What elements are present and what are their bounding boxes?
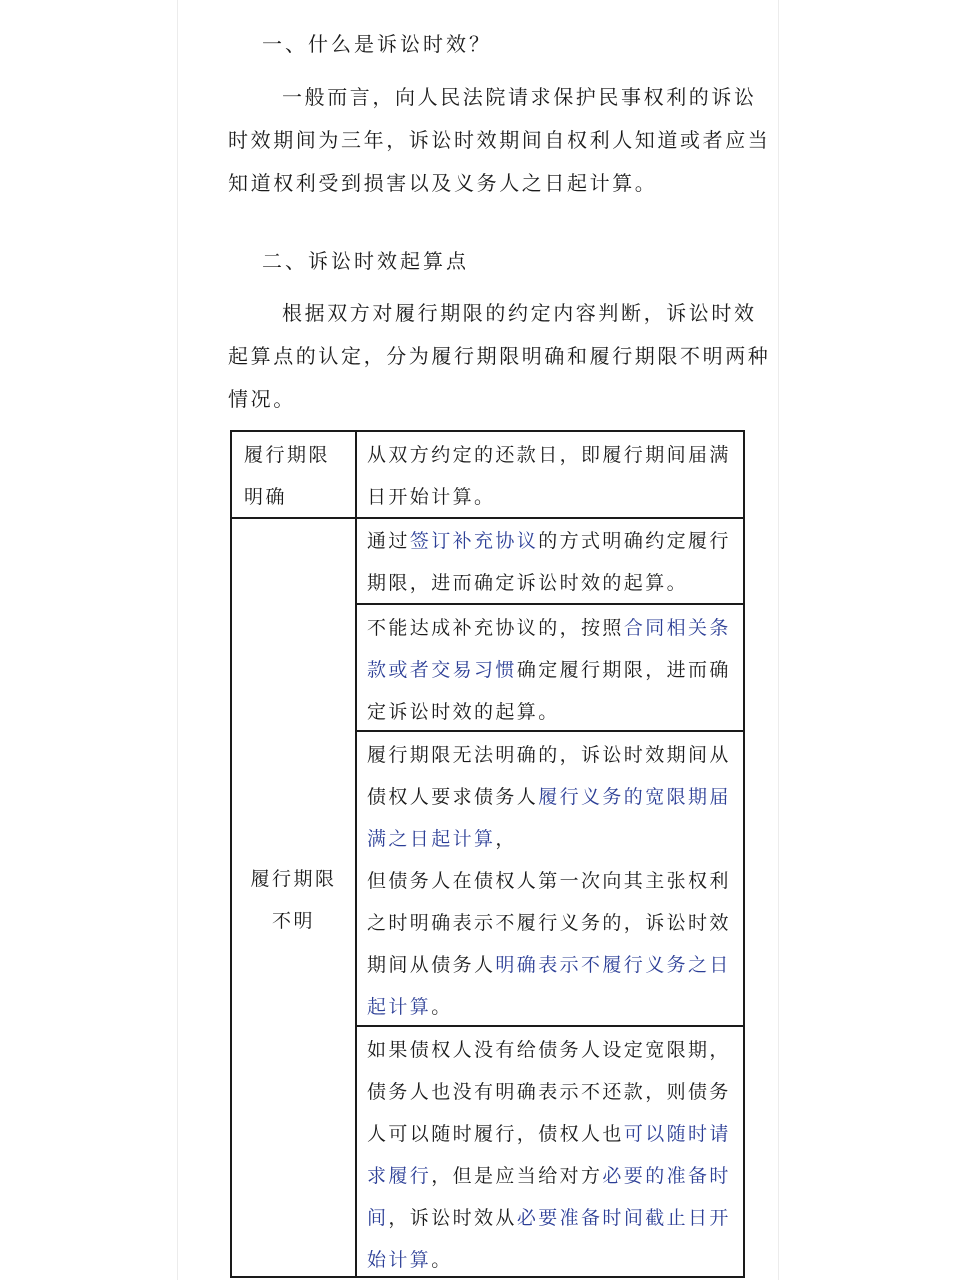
cell-text: 。: [431, 996, 453, 1018]
row2-cell3: [367, 734, 731, 1028]
cell-text: 如果债权人没有给债务人设定宽限期，: [367, 1039, 731, 1061]
section1-line: 知道权利受到损害以及义务人之日起计算。: [228, 171, 658, 195]
cell-text: ，但是应当给对方: [431, 1165, 603, 1187]
highlighted-text: 可以随时请: [623, 1123, 731, 1145]
cell-text: 期限，进而确定诉讼时效的起算。: [367, 572, 689, 594]
cell-text: 确定履行期限，进而确: [516, 659, 731, 681]
section1-line: 一般而言，向人民法院请求保护民事权利的诉讼: [282, 85, 757, 109]
highlighted-text: 明确表示不履行义务之日: [495, 954, 731, 976]
highlighted-text: 履行义务的宽限期届: [538, 786, 731, 808]
highlighted-text: 满之日起计算: [367, 828, 496, 850]
cell-text: 定诉讼时效的起算。: [367, 701, 560, 723]
highlighted-text: 间: [367, 1207, 389, 1229]
cell-text: 不能达成补充协议的，按照: [367, 617, 624, 639]
cell-text: ，诉讼时效从: [388, 1207, 517, 1229]
row2-label-line: 不明: [271, 910, 315, 932]
cell-text: 但债务人在债权人第一次向其主张权利: [367, 870, 731, 892]
row1-content-line: 日开始计算。: [367, 486, 496, 508]
row1-content-line: 从双方约定的还款日，即履行期间届满: [367, 444, 731, 466]
section2-heading: 二、诉讼时效起算点: [262, 249, 469, 273]
cell-text: 债务人也没有明确表示不还款，则债务: [367, 1081, 731, 1103]
row2-label: [232, 858, 355, 942]
statute-start-table: [230, 430, 745, 1278]
highlighted-text: 合同相关条: [623, 617, 731, 639]
section2-line: 根据双方对履行期限的约定内容判断，诉讼时效: [282, 301, 757, 325]
section2-line: 情况。: [228, 387, 296, 411]
cell-text: 的方式明确约定履行: [538, 530, 731, 552]
cell-text: 期间从债务人: [367, 954, 496, 976]
cell-text: 履行期限无法明确的，诉讼时效期间从: [367, 744, 731, 766]
cell-text: 通过: [367, 530, 410, 552]
cell-text: 。: [431, 1249, 453, 1271]
section1-heading: 一、什么是诉讼时效？: [262, 32, 492, 56]
cell-text: 人可以随时履行，债权人也: [367, 1123, 624, 1145]
row2-label-line: 履行期限: [250, 868, 337, 890]
highlighted-text: 款或者交易习惯: [367, 659, 517, 681]
row1-label-line: 履行期限: [244, 444, 331, 466]
row1-content: [367, 434, 731, 518]
cell-text: 之时明确表示不履行义务的，诉讼时效: [367, 912, 731, 934]
highlighted-text: 求履行: [367, 1165, 432, 1187]
section2-line: 起算点的认定，分为履行期限明确和履行期限不明两种: [228, 344, 771, 368]
row2-cell1: [367, 520, 731, 604]
cell-text: 债权人要求债务人: [367, 786, 539, 808]
row2-cell2: [367, 607, 731, 733]
table-column-divider: [355, 432, 357, 1276]
section1-line: 时效期间为三年，诉讼时效期间自权利人知道或者应当: [228, 128, 771, 152]
section2-paragraph: [228, 292, 771, 421]
cell-text: ，: [495, 828, 517, 850]
highlighted-text: 签订补充协议: [409, 530, 539, 552]
row1-label: [234, 434, 362, 518]
highlighted-text: 必要准备时间截止日开: [516, 1207, 731, 1229]
highlighted-text: 始计算: [367, 1249, 432, 1271]
row2-cell4: [367, 1029, 731, 1281]
section1-paragraph: [228, 76, 771, 205]
highlighted-text: 起计算: [367, 996, 432, 1018]
row1-label-line: 明确: [244, 486, 288, 508]
highlighted-text: 必要的准备时: [602, 1165, 731, 1187]
